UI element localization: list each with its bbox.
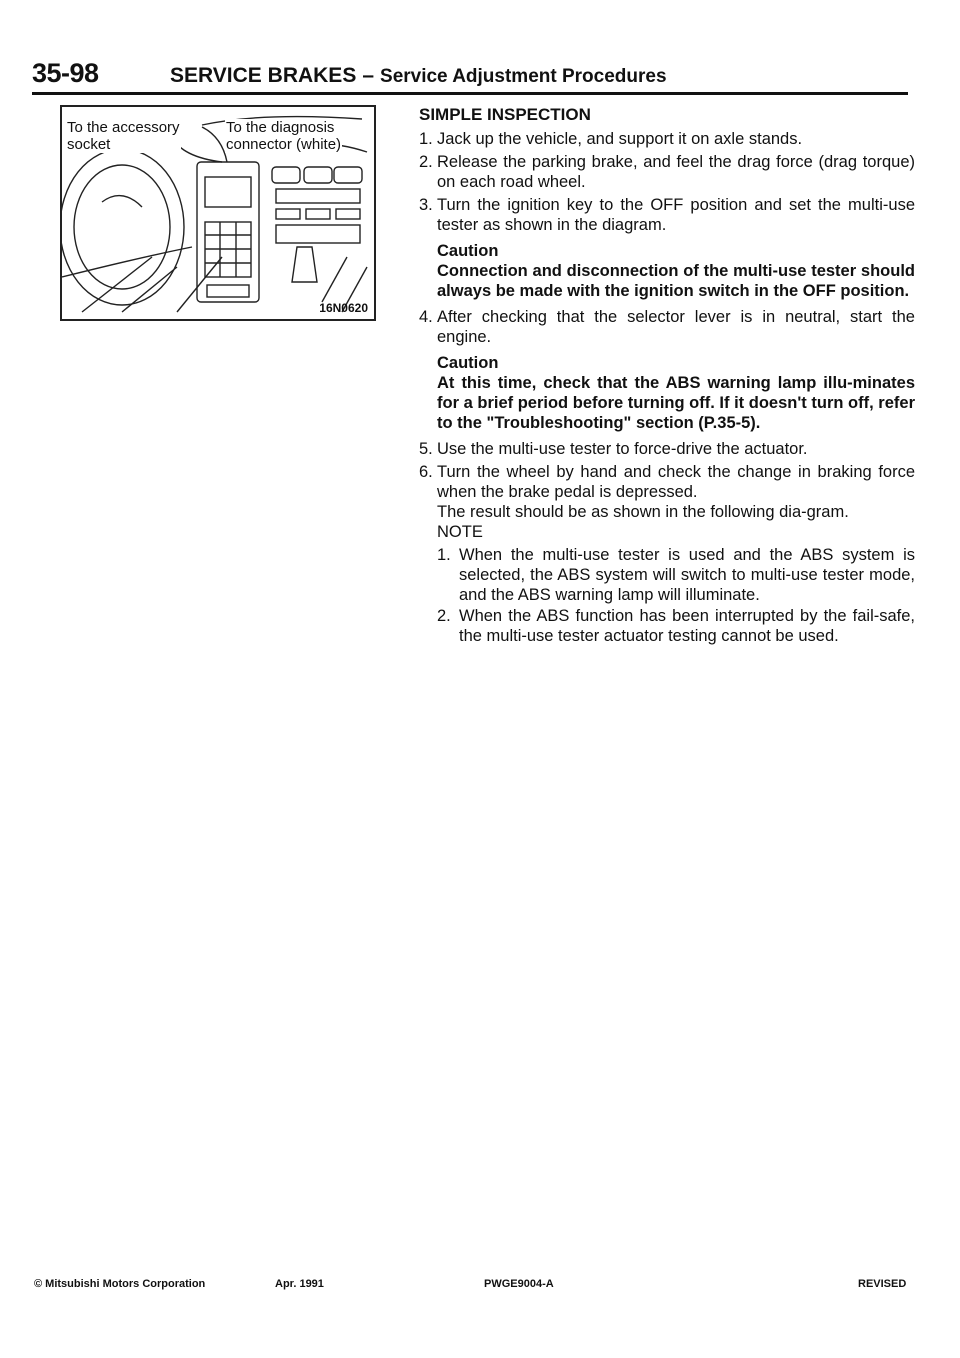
caution-block <box>437 353 915 433</box>
note-title: NOTE <box>437 523 483 541</box>
tester-connection-figure <box>60 105 376 321</box>
step-text: Turn the ignition key to the OFF position and set the multi-use tester as shown in the diagram. <box>437 196 915 234</box>
note-number: 1. <box>437 546 451 564</box>
header-title <box>170 64 667 88</box>
step-text: Release the parking brake, and feel the drag force (drag torque) on each road wheel. <box>437 153 915 191</box>
step-number: 6. <box>419 463 433 481</box>
caution-text: At this time, check that the ABS warning lamp illu-minates for a brief period before turning off. If it doesn't turn off, refer to the "Troubleshooting" section (P.35-5). <box>437 374 915 432</box>
note-block <box>437 545 915 646</box>
note-number: 2. <box>437 607 451 625</box>
step-item <box>419 439 915 459</box>
caution-title: Caution <box>437 354 499 372</box>
diagnosis-connector-label <box>225 119 342 153</box>
step-number: 4. <box>419 308 433 326</box>
footer-status: REVISED <box>858 1278 907 1290</box>
caution-text: Connection and disconnection of the multi-use tester should always be made with the ignition switch in the OFF position. <box>437 262 915 300</box>
note-text: When the ABS function has been interrupted by the fail-safe, the multi-use tester actuator testing cannot be used. <box>459 607 915 645</box>
step-number: 5. <box>419 440 433 458</box>
subsection-title: Service Adjustment Procedures <box>380 66 667 87</box>
accessory-label-line2: socket <box>67 136 111 153</box>
diagnosis-label-line1: To the diagnosis <box>226 119 335 136</box>
header-rule <box>32 92 908 95</box>
note-text: When the multi-use tester is used and the ABS system is selected, the ABS system will switch to multi-use tester mode, and the ABS warning lamp will illuminate. <box>459 546 915 604</box>
diagnosis-label-line2: connector (white) <box>226 136 342 153</box>
caution-title: Caution <box>437 242 499 260</box>
step-item <box>419 129 915 149</box>
page-number: 35-98 <box>32 58 99 88</box>
step-6-text: Turn the wheel by hand and check the change in braking force when the brake pedal is depressed. <box>437 463 915 501</box>
footer-copyright: © Mitsubishi Motors Corporation <box>34 1278 206 1290</box>
accessory-socket-label <box>66 119 181 153</box>
note-item <box>437 606 915 646</box>
section-title: SERVICE BRAKES <box>170 64 357 87</box>
figure-code: 16N0620 <box>319 301 368 315</box>
footer-code: PWGE9004-A <box>484 1278 554 1290</box>
step-number: 1. <box>419 130 433 148</box>
main-content <box>419 105 915 646</box>
step-text <box>437 462 915 542</box>
step-text: Jack up the vehicle, and support it on axle stands. <box>437 130 803 148</box>
footer-date: Apr. 1991 <box>275 1278 324 1290</box>
step-number: 3. <box>419 196 433 214</box>
result-text: The result should be as shown in the following dia-gram. <box>437 503 849 521</box>
section-heading: SIMPLE INSPECTION <box>419 105 591 124</box>
step-item <box>419 195 915 235</box>
step-text: After checking that the selector lever is in neutral, start the engine. <box>437 308 915 346</box>
step-item <box>419 152 915 192</box>
step-item <box>419 462 915 542</box>
title-separator: – <box>362 64 375 87</box>
note-item <box>437 545 915 605</box>
accessory-label-line1: To the accessory <box>67 119 180 136</box>
step-number: 2. <box>419 153 433 171</box>
step-text: Use the multi-use tester to force-drive the actuator. <box>437 440 808 458</box>
step-item <box>419 307 915 347</box>
caution-block <box>437 241 915 301</box>
